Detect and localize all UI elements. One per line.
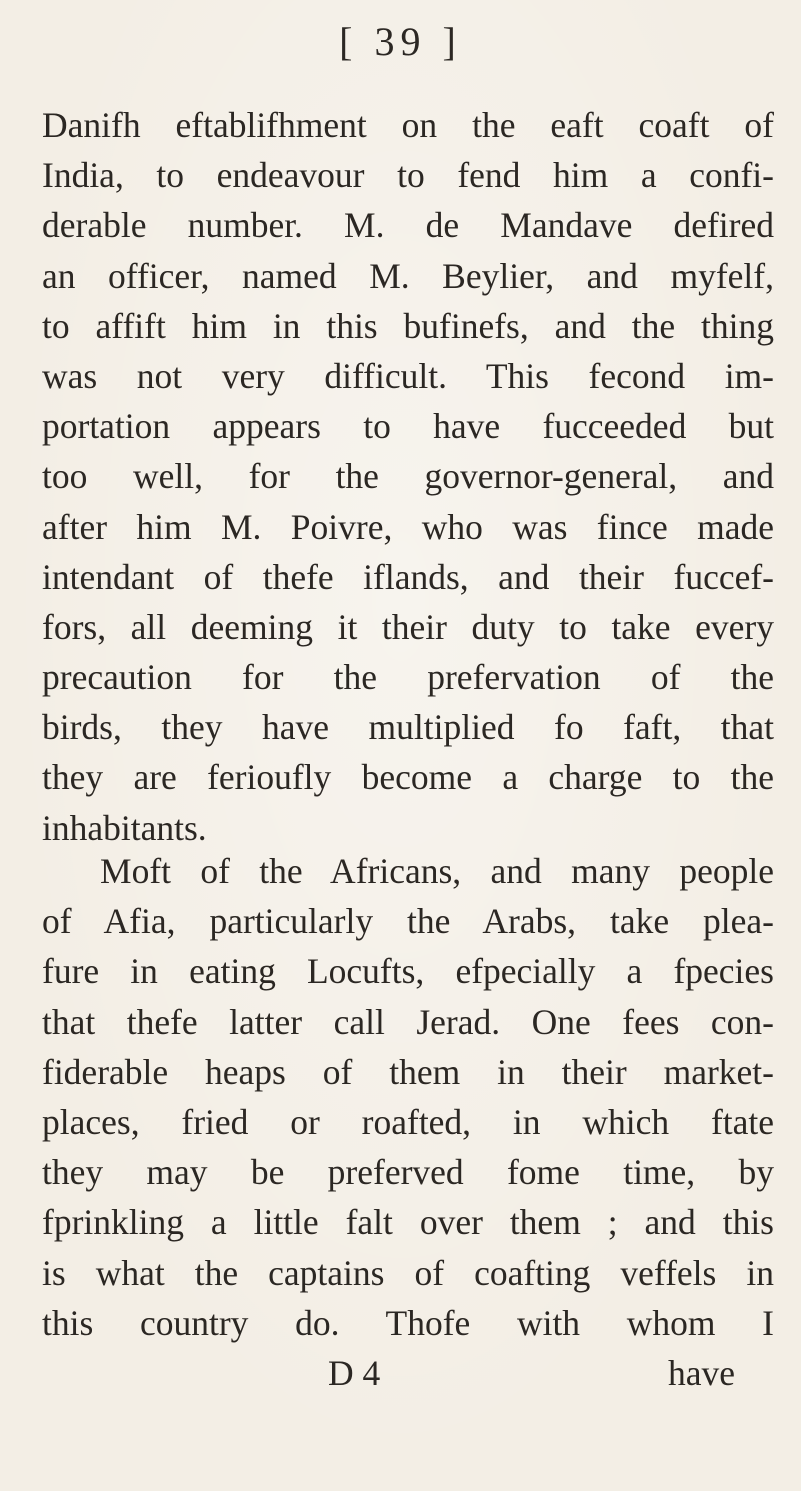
text-line: they may be preferved fome time, by xyxy=(42,1152,774,1193)
signature-mark: D 4 xyxy=(328,1353,381,1393)
text-line: to affift him in this bufinefs, and the thing xyxy=(42,305,774,346)
text-line: they are ferioufly become a charge to the xyxy=(42,757,774,798)
text-line: fors, all deeming it their duty to take every xyxy=(42,606,774,647)
text-line: places, fried or roafted, in which ftate xyxy=(42,1101,774,1142)
catchword: have xyxy=(668,1353,736,1393)
text-line: inhabitants. xyxy=(42,807,207,848)
paragraph-2 xyxy=(42,846,774,1348)
text-line: of Afia, particularly the Arabs, take plea- xyxy=(42,901,774,942)
text-line: Danifh eftablifhment on the eaft coaft of xyxy=(42,105,774,145)
text-line: that thefe latter call Jerad. One fees con- xyxy=(42,1001,774,1042)
text-line: this country do. Thofe with whom I xyxy=(42,1302,774,1343)
text-line: an officer, named M. Beylier, and myfelf, xyxy=(42,255,774,296)
text-line: is what the captains of coafting veffels in xyxy=(42,1252,774,1293)
page-number: [ 39 ] xyxy=(339,19,462,64)
text-line: after him M. Poivre, who was fince made xyxy=(42,506,774,547)
text-line: derable number. M. de Mandave defired xyxy=(42,205,774,246)
text-line: too well, for the governor-general, and xyxy=(42,456,774,497)
text-line: fprinkling a little falt over them ; and this xyxy=(42,1202,774,1243)
text-line: Moft of the Africans, and many people xyxy=(100,851,774,891)
text-line: fure in eating Locufts, efpecially a fpecies xyxy=(42,951,774,992)
text-line: India, to endeavour to fend him a confi- xyxy=(42,155,774,196)
text-line: was not very difficult. This fecond im- xyxy=(42,355,774,396)
text-line: precaution for the prefervation of the xyxy=(42,657,774,698)
text-line: birds, they have multiplied fo faft, that xyxy=(42,707,774,748)
text-line: portation appears to have fucceeded but xyxy=(42,406,774,447)
text-line: fiderable heaps of them in their market- xyxy=(42,1051,774,1092)
text-line: intendant of thefe iflands, and their fuccef- xyxy=(42,556,774,597)
paragraph-1 xyxy=(42,100,774,853)
